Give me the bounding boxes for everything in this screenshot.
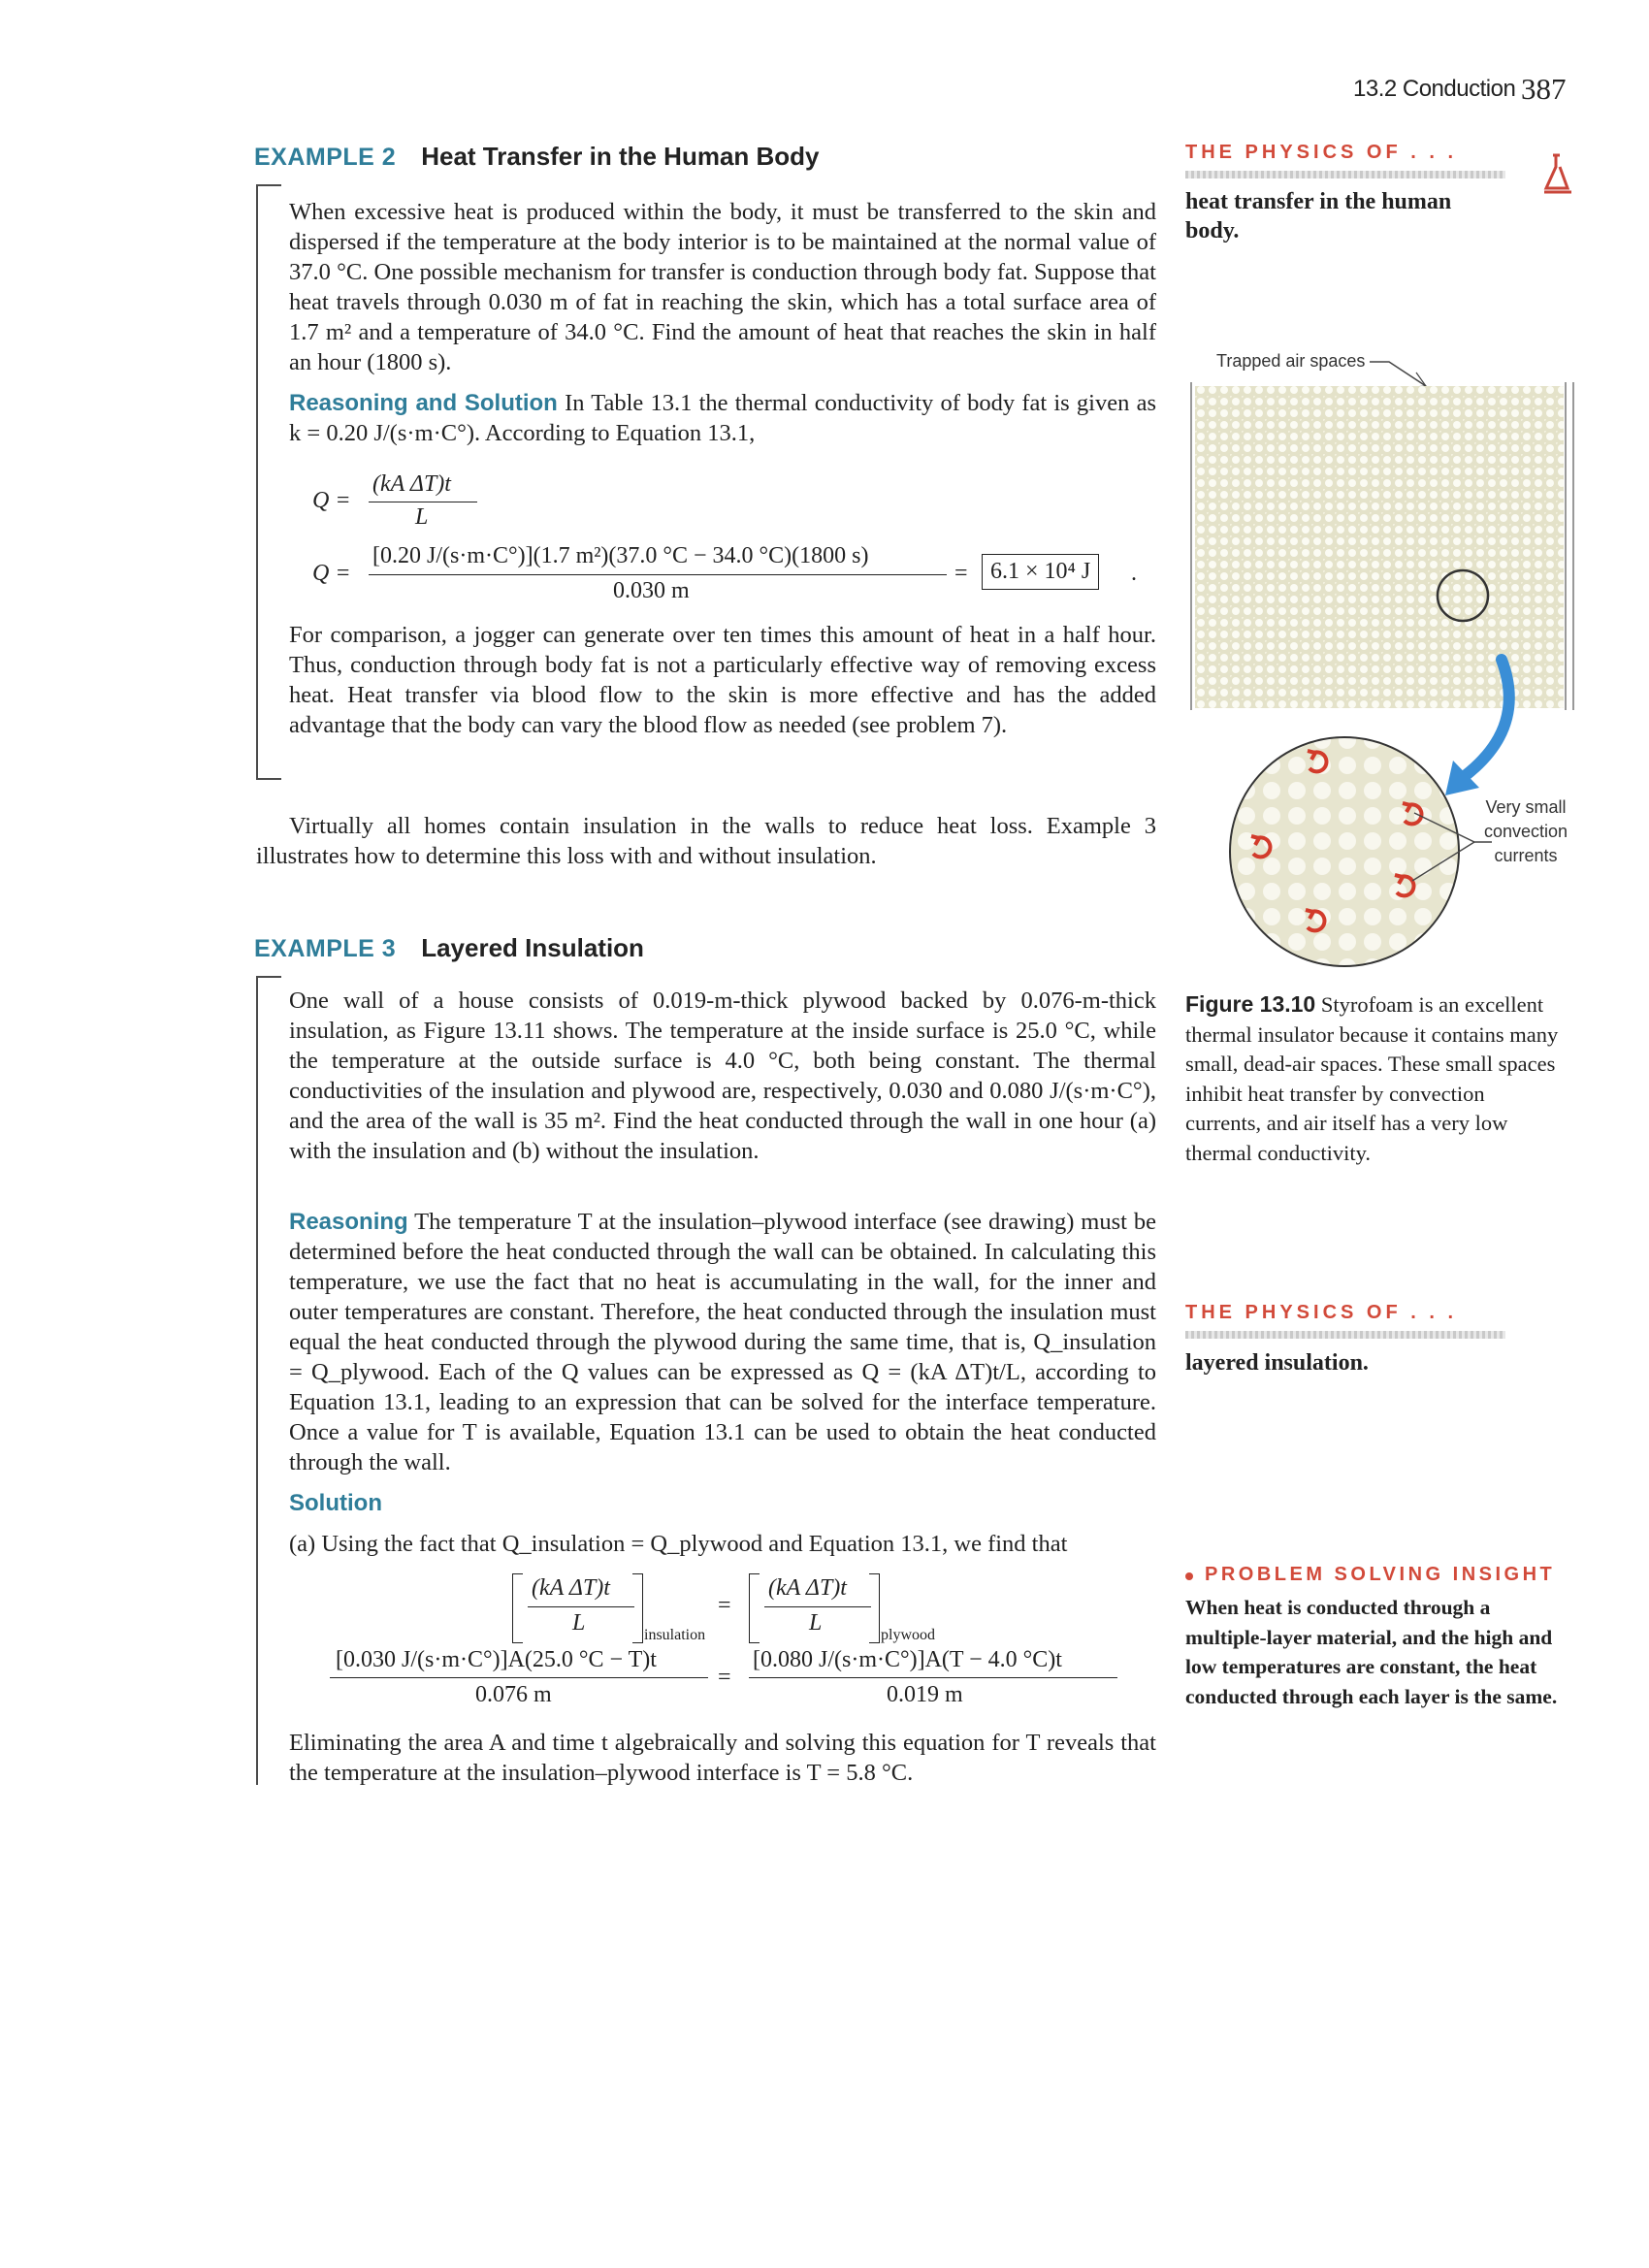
eqA-right-bracket-open <box>749 1573 760 1643</box>
eq2-equals: = <box>954 561 968 586</box>
example-3-part-a: (a) Using the fact that Q_insulation = Q_plywood and Equation 13.1, we find that <box>289 1531 1068 1557</box>
physics-of-heading-2: THE PHYSICS OF . . . <box>1185 1302 1458 1323</box>
example-2-title: Heat Transfer in the Human Body <box>421 142 820 171</box>
eq2-fraction-bar <box>369 574 947 575</box>
example-2-bracket-top <box>256 184 281 186</box>
figure-13-10-caption <box>1185 989 1566 1168</box>
eqA-right-bracket-close <box>869 1573 880 1643</box>
styrofoam-figure <box>1183 349 1581 980</box>
eq2-numerator: [0.20 J/(s·m·C°)](1.7 m²)(37.0 °C − 34.0 °C)(1800 s) <box>372 543 869 568</box>
example-3-bracket <box>256 976 258 1785</box>
eqB-left-numerator: [0.030 J/(s·m·C°)]A(25.0 °C − T)t <box>336 1647 657 1672</box>
example-2-problem: When excessive heat is produced within the body, it must be transferred to the skin and dispersed if the temperature at the body interior is to be maintained at the normal value of 37.0 °C. One possible mechanism for transfer is conduction through body fat. Suppose that heat travels through 0.030 m of fat in reaching the skin, which has a total surface area of 1.7 m² and a temperature of 34.0 °C. Find the amount of heat that reaches the skin in half an hour (1800 s). <box>289 199 1156 375</box>
eqA-left-denominator: L <box>572 1610 586 1636</box>
eq1-numerator: (kA ΔT)t <box>372 471 451 497</box>
example-3-bracket-top <box>256 976 281 978</box>
eqB-right-fraction-bar <box>749 1677 1117 1678</box>
eqA-left-fraction-bar <box>528 1606 634 1607</box>
eqA-right-subscript: plywood <box>881 1627 935 1643</box>
eqB-left-fraction-bar <box>330 1677 708 1678</box>
problem-solving-insight-heading <box>1185 1564 1555 1586</box>
figure-label-convection: Very small convection currents <box>1484 797 1568 865</box>
eqA-right-fraction-bar <box>764 1606 871 1607</box>
eq1-denominator: L <box>415 504 429 530</box>
eqA-left-bracket-open <box>512 1573 523 1643</box>
example-3-reasoning-text: The temperature T at the insulation–plywood interface (see drawing) must be determined before the heat conducted through the wall can be obtained. In calculating this temperature, we use the fact that no heat is accumulating in the wall, for the inner and outer temperatures are constant. Therefore, the heat conducted through the insulation must equal the heat conducted through the plywood during the same time, that is, Q_insulation = Q_plywood. Each of the Q values can be expressed as Q = (kA ΔT)t/L, according to Equation 13.1, leading to an expression that can be solved for the interface temperature. Once a value for T is available, Equation 13.1 can be used to obtain the heat conducted through the wall. <box>289 1209 1156 1475</box>
eqA-equals: = <box>718 1593 731 1618</box>
physics-of-heading-1: THE PHYSICS OF . . . <box>1185 142 1458 163</box>
eq2-denominator: 0.030 m <box>613 578 690 603</box>
example-2-heading <box>254 142 820 172</box>
eq1-lhs: Q = <box>312 488 351 513</box>
example-2-reasoning-head: Reasoning and Solution <box>289 390 558 416</box>
example-2-reasoning-text: In Table 13.1 the thermal conductivity of body fat is given as k = 0.20 J/(s·m·C°). According to Equation 13.1, <box>289 390 1156 446</box>
example-3-label: EXAMPLE 3 <box>254 935 397 962</box>
problem-solving-insight-text: When heat is conducted through a multiple-layer material, and the high and low temperatures are constant, the heat conducted through each layer is the same. <box>1185 1596 1558 1708</box>
eqB-right-denominator: 0.019 m <box>887 1682 963 1707</box>
figure-label-trapped-air: Trapped air spaces <box>1216 351 1366 371</box>
page-number: 387 <box>1521 72 1567 106</box>
example-3-problem: One wall of a house consists of 0.019-m-thick plywood backed by 0.076-m-thick insulation, as Figure 13.11 shows. The temperature at the inside surface is 25.0 °C, while the temperature at the outside surface is 4.0 °C, both being constant. The thermal conductivities of the insulation and plywood are, respectively, 0.030 and 0.080 J/(s·m·C°), and the area of the wall is 35 m². Find the heat conducted through the wall in one hour (a) with the insulation and (b) without the insulation. <box>289 988 1156 1164</box>
eqA-left-numerator: (kA ΔT)t <box>532 1575 610 1601</box>
transition-paragraph: Virtually all homes contain insulation in the walls to reduce heat loss. Example 3 illustrates how to determine this loss with and without insulation. <box>256 813 1156 869</box>
physics-of-text-1: heat transfer in the human body. <box>1185 189 1452 243</box>
eqB-equals: = <box>718 1665 731 1690</box>
eqB-right-numerator: [0.080 J/(s·m·C°)]A(T − 4.0 °C)t <box>753 1647 1062 1672</box>
eqA-left-subscript: insulation <box>644 1627 706 1643</box>
example-3-reasoning <box>289 1207 1156 1477</box>
example-2-label: EXAMPLE 2 <box>254 144 397 171</box>
figure-13-10-caption-text: Styrofoam is an excellent thermal insulator because it contains many small, dead-air spaces. These small spaces inhibit heat transfer by convection currents, and air itself has a very low thermal conductivity. <box>1185 992 1559 1165</box>
example-2-bracket-bottom <box>256 778 281 780</box>
running-section-title: 13.2 Conduction <box>1353 76 1516 102</box>
example-3-title: Layered Insulation <box>421 933 644 962</box>
magnified-view <box>1230 737 1459 966</box>
physics-of-rule-1 <box>1185 171 1505 178</box>
eqA-right-denominator: L <box>809 1610 823 1636</box>
eq2-answer-box: 6.1 × 10⁴ J <box>982 554 1099 590</box>
eqA-right-numerator: (kA ΔT)t <box>768 1575 847 1601</box>
bullet-icon <box>1185 1572 1193 1580</box>
physics-of-text-2: layered insulation. <box>1185 1350 1369 1376</box>
example-3-reasoning-head: Reasoning <box>289 1209 408 1235</box>
example-2-reasoning <box>289 388 1156 448</box>
physics-of-rule-2 <box>1185 1331 1505 1339</box>
example-3-heading <box>254 933 644 963</box>
eqB-left-denominator: 0.076 m <box>475 1682 552 1707</box>
eq2-period: . <box>1131 561 1137 586</box>
example-3-conclusion: Eliminating the area A and time t algebraically and solving this equation for T reveals that the temperature at the insulation–plywood interface is T = 5.8 °C. <box>289 1730 1156 1786</box>
styrofoam-slab <box>1195 386 1564 708</box>
example-2-bracket <box>256 184 258 780</box>
eqA-left-bracket-close <box>632 1573 643 1643</box>
example-2-comparison: For comparison, a jogger can generate over ten times this amount of heat in a half hour. Thus, conduction through body fat is not a particularly effective way of removing excess heat. Heat transfer via blood flow to the skin is more effective and has the added advantage that the body can vary the blood flow as needed (see problem 7). <box>289 622 1156 738</box>
figure-13-10-caption-label: Figure 13.10 <box>1185 991 1316 1017</box>
flask-icon <box>1538 151 1577 201</box>
eq2-lhs: Q = <box>312 561 351 586</box>
example-3-solution-head: Solution <box>289 1490 382 1516</box>
problem-solving-insight-label: PROBLEM SOLVING INSIGHT <box>1205 1564 1556 1585</box>
